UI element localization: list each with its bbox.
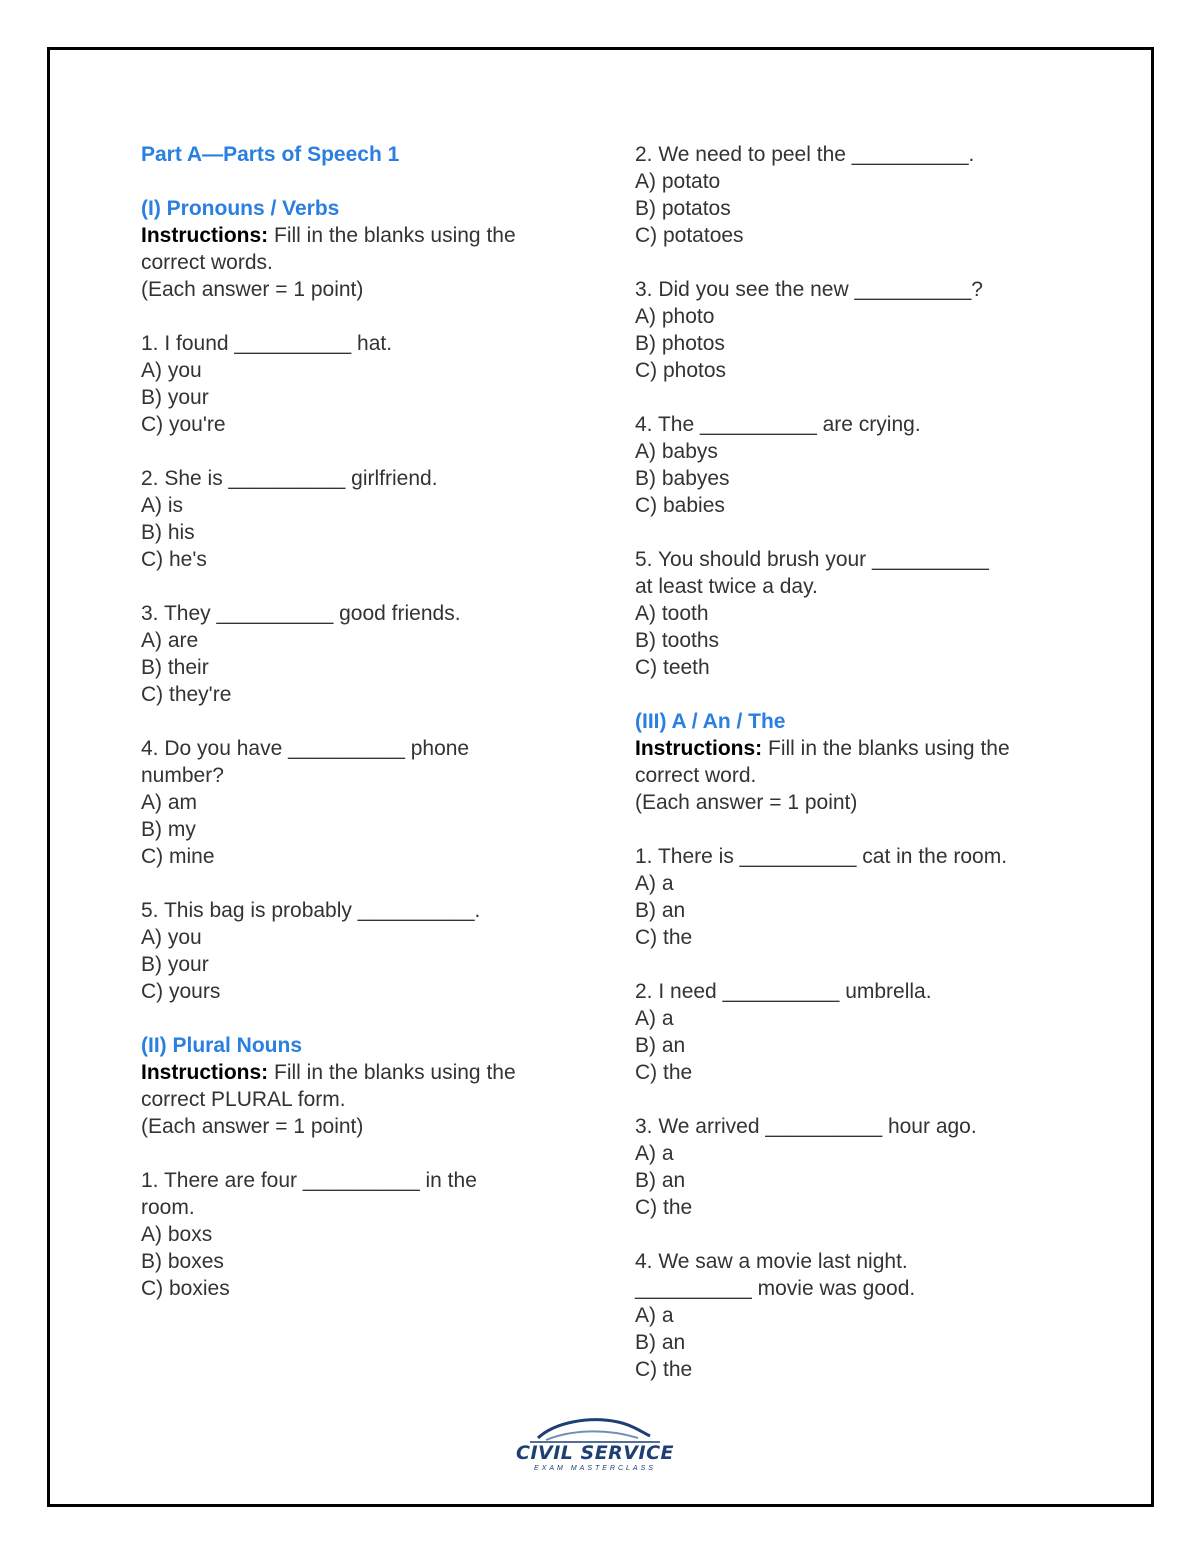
question-continued: number? bbox=[141, 764, 224, 787]
points-note: (Each answer = 1 point) bbox=[141, 1115, 364, 1138]
civil-service-logo bbox=[510, 1412, 680, 1480]
option: C) the bbox=[635, 1061, 693, 1084]
option: A) you bbox=[141, 926, 202, 949]
option: C) the bbox=[635, 926, 693, 949]
question: 2. We need to peel the __________. bbox=[635, 143, 975, 166]
option: A) a bbox=[635, 1007, 674, 1030]
logo-subtitle: EXAM MASTERCLASS bbox=[534, 1465, 656, 1472]
question: 1. I found __________ hat. bbox=[141, 332, 393, 355]
instructions bbox=[141, 222, 581, 249]
option: B) his bbox=[141, 521, 195, 544]
question: 5. This bag is probably __________. bbox=[141, 899, 481, 922]
option: B) boxes bbox=[141, 1250, 224, 1273]
option: B) your bbox=[141, 953, 209, 976]
option: A) a bbox=[635, 1142, 674, 1165]
option: B) babyes bbox=[635, 467, 730, 490]
option: C) mine bbox=[141, 845, 215, 868]
option: C) teeth bbox=[635, 656, 710, 679]
question-continued: room. bbox=[141, 1196, 195, 1219]
instructions-text: Fill in the blanks using the bbox=[268, 224, 516, 247]
option: A) a bbox=[635, 1304, 674, 1327]
option: A) potato bbox=[635, 170, 721, 193]
question: 1. There are four __________ in the bbox=[141, 1169, 477, 1192]
option: A) am bbox=[141, 791, 198, 814]
option: C) he's bbox=[141, 548, 207, 571]
option: C) boxies bbox=[141, 1277, 230, 1300]
instructions bbox=[635, 735, 1075, 762]
points-note: (Each answer = 1 point) bbox=[141, 278, 364, 301]
question: 4. We saw a movie last night. bbox=[635, 1250, 908, 1273]
option: C) yours bbox=[141, 980, 221, 1003]
instructions-text: Fill in the blanks using the bbox=[268, 1061, 516, 1084]
left-column bbox=[141, 141, 581, 1302]
option: C) babies bbox=[635, 494, 725, 517]
option: B) an bbox=[635, 1331, 686, 1354]
option: A) a bbox=[635, 872, 674, 895]
question: 3. They __________ good friends. bbox=[141, 602, 461, 625]
question: 2. She is __________ girlfriend. bbox=[141, 467, 438, 490]
option: C) photos bbox=[635, 359, 727, 382]
option: B) photos bbox=[635, 332, 725, 355]
option: B) my bbox=[141, 818, 196, 841]
logo-title: CIVIL SERVICE bbox=[516, 1442, 674, 1464]
section-heading: (II) Plural Nouns bbox=[141, 1034, 303, 1057]
question: 2. I need __________ umbrella. bbox=[635, 980, 932, 1003]
section-heading: (III) A / An / The bbox=[635, 710, 786, 733]
option: B) tooths bbox=[635, 629, 720, 652]
option: C) you're bbox=[141, 413, 226, 436]
option: C) potatoes bbox=[635, 224, 744, 247]
question-continued: __________ movie was good. bbox=[635, 1277, 916, 1300]
instructions-text: correct words. bbox=[141, 251, 273, 274]
question: 3. We arrived __________ hour ago. bbox=[635, 1115, 977, 1138]
option: A) you bbox=[141, 359, 202, 382]
instructions-label: Instructions: bbox=[141, 1061, 269, 1084]
option: A) boxs bbox=[141, 1223, 213, 1246]
option: C) the bbox=[635, 1358, 693, 1381]
right-column bbox=[635, 141, 1075, 1383]
option: A) babys bbox=[635, 440, 718, 463]
question: 5. You should brush your __________ bbox=[635, 548, 989, 571]
question: 4. Do you have __________ phone bbox=[141, 737, 470, 760]
option: C) they're bbox=[141, 683, 232, 706]
part-title: Part A—Parts of Speech 1 bbox=[141, 143, 400, 166]
option: A) are bbox=[141, 629, 199, 652]
option: A) tooth bbox=[635, 602, 709, 625]
question: 3. Did you see the new __________? bbox=[635, 278, 983, 301]
option: A) photo bbox=[635, 305, 715, 328]
option: C) the bbox=[635, 1196, 693, 1219]
instructions-text: correct word. bbox=[635, 764, 757, 787]
option: B) an bbox=[635, 1169, 686, 1192]
instructions-label: Instructions: bbox=[635, 737, 763, 760]
question-continued: at least twice a day. bbox=[635, 575, 818, 598]
instructions-text: correct PLURAL form. bbox=[141, 1088, 346, 1111]
instructions-text: Fill in the blanks using the bbox=[762, 737, 1010, 760]
question: 1. There is __________ cat in the room. bbox=[635, 845, 1008, 868]
instructions bbox=[141, 1059, 581, 1086]
option: B) potatos bbox=[635, 197, 731, 220]
option: B) their bbox=[141, 656, 209, 679]
option: A) is bbox=[141, 494, 183, 517]
points-note: (Each answer = 1 point) bbox=[635, 791, 858, 814]
question: 4. The __________ are crying. bbox=[635, 413, 921, 436]
option: B) an bbox=[635, 899, 686, 922]
section-heading: (I) Pronouns / Verbs bbox=[141, 197, 340, 220]
option: B) an bbox=[635, 1034, 686, 1057]
option: B) your bbox=[141, 386, 209, 409]
instructions-label: Instructions: bbox=[141, 224, 269, 247]
